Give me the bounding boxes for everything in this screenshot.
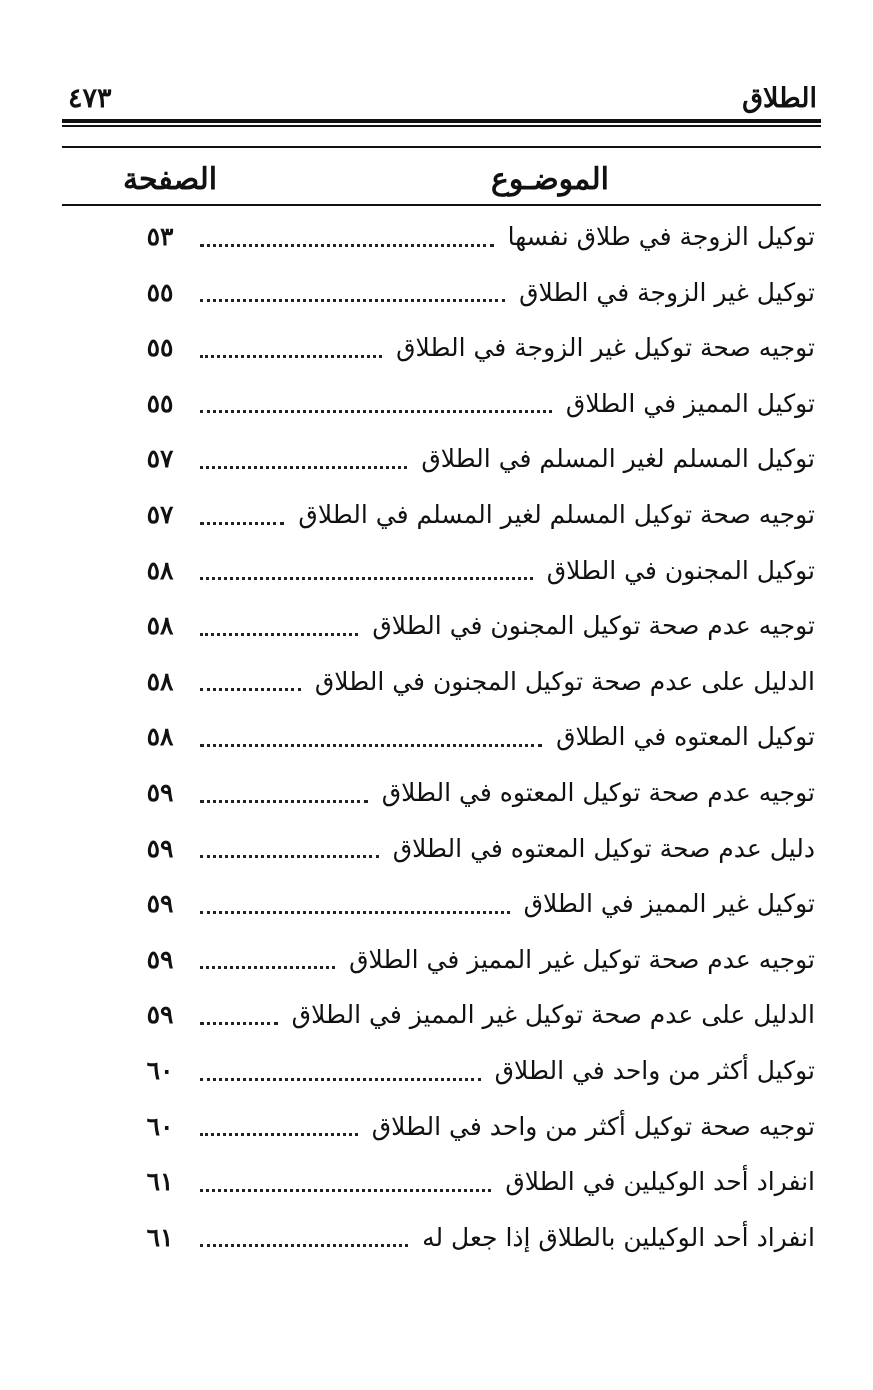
toc-entry xyxy=(120,765,815,821)
dot-leader xyxy=(200,1189,491,1192)
toc-entry-page: ٥٧ xyxy=(146,444,174,474)
toc-entry-title: الدليل على عدم صحة توكيل غير المميز في الطلاق xyxy=(291,1000,815,1030)
dot-leader xyxy=(200,911,510,914)
toc-entry-title: دليل عدم صحة توكيل المعتوه في الطلاق xyxy=(392,833,815,863)
toc-entry-page: ٥٨ xyxy=(146,611,174,641)
column-header-subject: الموضـوع xyxy=(491,162,609,197)
toc-entry-page: ٥٨ xyxy=(146,722,174,752)
running-header xyxy=(62,82,821,116)
dot-leader xyxy=(200,1244,408,1247)
toc-entry-title: انفراد أحد الوكيلين بالطلاق إذا جعل له xyxy=(422,1222,815,1252)
toc-entry-page: ٥٩ xyxy=(146,1000,174,1030)
dot-leader xyxy=(200,688,301,691)
dot-leader xyxy=(200,355,382,358)
table-header-rule xyxy=(62,204,821,206)
toc-entry xyxy=(120,654,815,710)
toc-entry xyxy=(120,876,815,932)
toc-entry-title: توكيل المسلم لغير المسلم في الطلاق xyxy=(421,444,815,474)
dot-leader xyxy=(200,466,407,469)
toc-entry xyxy=(120,265,815,321)
dot-leader xyxy=(200,800,368,803)
toc-entry-page: ٥٩ xyxy=(146,889,174,919)
toc-entry-page: ٦١ xyxy=(146,1222,174,1252)
toc-entry-title: توكيل غير المميز في الطلاق xyxy=(523,889,815,919)
dot-leader xyxy=(200,855,379,858)
dot-leader xyxy=(200,633,358,636)
dot-leader xyxy=(200,966,335,969)
table-top-rule xyxy=(62,146,821,148)
toc-entry xyxy=(120,431,815,487)
toc-entry xyxy=(120,543,815,599)
toc-entry xyxy=(120,709,815,765)
toc-entry xyxy=(120,987,815,1043)
toc-entry-title: توكيل المعتوه في الطلاق xyxy=(556,722,815,752)
dot-leader xyxy=(200,244,494,247)
toc-entry xyxy=(120,821,815,877)
toc-entry-page: ٥٩ xyxy=(146,778,174,807)
dot-leader xyxy=(200,410,552,413)
toc-entry-page: ٥٥ xyxy=(146,277,174,307)
header-rule-thin xyxy=(62,125,821,127)
toc-entry-title: انفراد أحد الوكيلين في الطلاق xyxy=(505,1167,815,1197)
dot-leader xyxy=(200,1078,481,1081)
toc-entry xyxy=(120,320,815,376)
dot-leader xyxy=(200,1022,278,1025)
toc-entry-title: توجيه عدم صحة توكيل غير المميز في الطلاق xyxy=(349,944,815,974)
toc-entry xyxy=(120,1154,815,1210)
toc-entry-title: الدليل على عدم صحة توكيل المجنون في الطلاق xyxy=(314,666,815,696)
toc-entry-page: ٦١ xyxy=(146,1167,174,1197)
dot-leader xyxy=(200,744,542,747)
toc-entry xyxy=(120,209,815,265)
dot-leader xyxy=(200,522,284,525)
toc-entry xyxy=(120,1210,815,1266)
dot-leader xyxy=(200,299,505,302)
toc-entry-page: ٥٥ xyxy=(146,333,174,363)
toc-entry-title: توجيه صحة توكيل المسلم لغير المسلم في الطلاق xyxy=(298,500,815,529)
dot-leader xyxy=(200,1133,358,1136)
toc-entry-page: ٦٠ xyxy=(146,1056,174,1085)
toc-entry-page: ٦٠ xyxy=(146,1111,174,1141)
toc-entry-title: توجيه صحة توكيل غير الزوجة في الطلاق xyxy=(396,333,815,363)
toc-entry-page: ٥٥ xyxy=(146,388,174,418)
running-title: الطلاق xyxy=(742,83,817,114)
toc-entry-title: توجيه عدم صحة توكيل المجنون في الطلاق xyxy=(372,611,815,641)
header-rule-thick xyxy=(62,119,821,123)
column-header-page: الصفحة xyxy=(122,162,218,197)
toc-entry-page: ٥٩ xyxy=(146,833,174,863)
toc-entry-page: ٥٩ xyxy=(146,944,174,974)
toc-entry-title: توكيل المميز في الطلاق xyxy=(565,388,815,418)
toc-entry-page: ٥٣ xyxy=(146,222,174,251)
toc-entry-title: توكيل غير الزوجة في الطلاق xyxy=(519,277,815,307)
toc-entry-page: ٥٨ xyxy=(146,555,174,585)
toc-entry-page: ٥٧ xyxy=(146,500,174,529)
toc-entry-title: توكيل الزوجة في طلاق نفسها xyxy=(507,222,815,251)
toc-entry xyxy=(120,1099,815,1155)
toc-entry-title: توجيه عدم صحة توكيل المعتوه في الطلاق xyxy=(381,778,815,807)
toc-entry xyxy=(120,376,815,432)
toc-entry-title: توجيه صحة توكيل أكثر من واحد في الطلاق xyxy=(371,1111,815,1141)
toc-entry xyxy=(120,598,815,654)
toc-entry-page: ٥٨ xyxy=(146,666,174,696)
dot-leader xyxy=(200,577,533,580)
page-number: ٤٧٣ xyxy=(68,83,112,114)
toc-entry xyxy=(120,932,815,988)
toc-entry-title: توكيل أكثر من واحد في الطلاق xyxy=(494,1056,815,1085)
toc-entry xyxy=(120,487,815,543)
toc-entry-title: توكيل المجنون في الطلاق xyxy=(546,555,815,585)
toc-entry xyxy=(120,1043,815,1099)
